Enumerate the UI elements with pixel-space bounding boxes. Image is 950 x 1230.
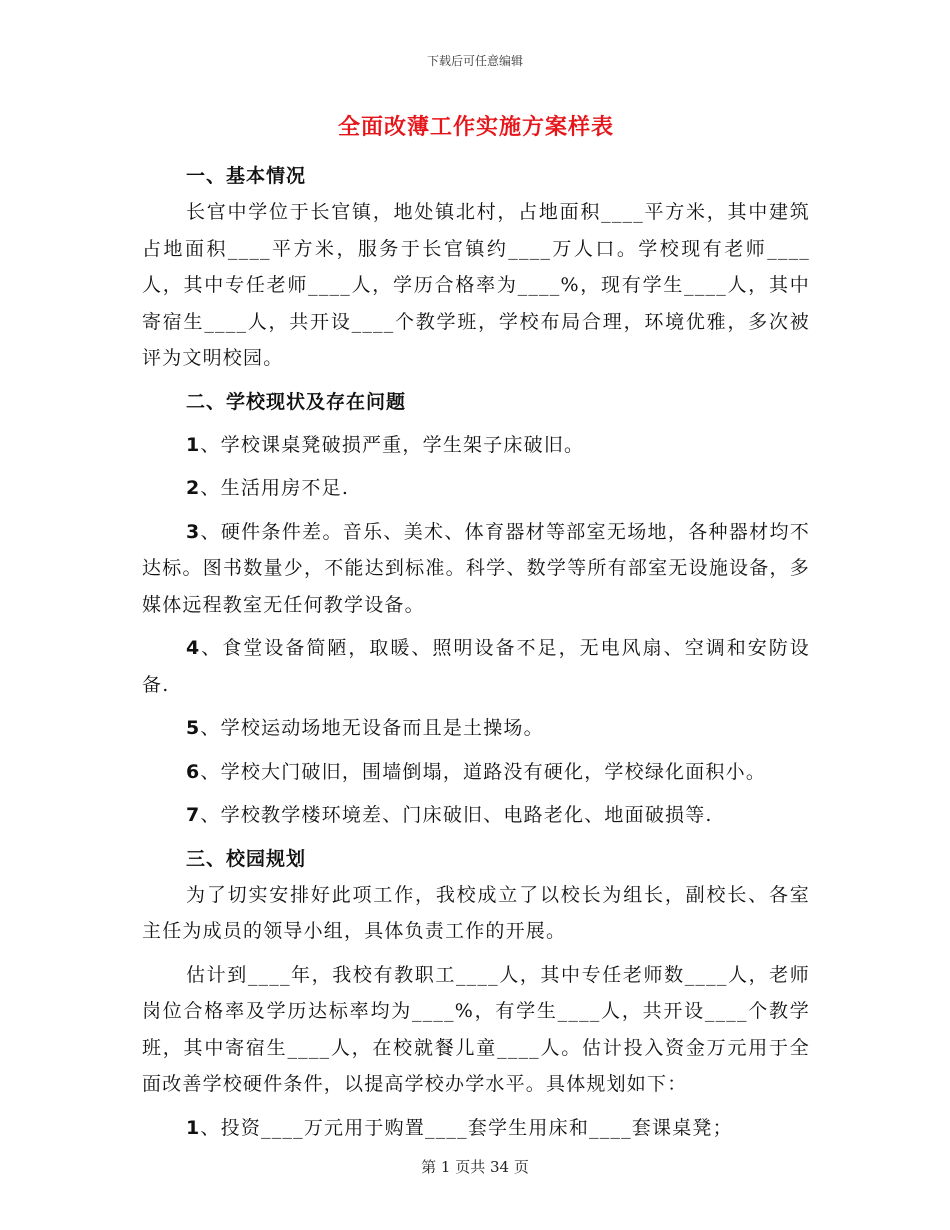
section-heading-planning: 三、校园规划 [186, 847, 307, 870]
list-item-text: 、生活用房不足. [200, 477, 350, 499]
list-item-text: 、硬件条件差。音乐、美术、体育器材等部室无场地，各种器材均不达标。图书数量少，不能达到标准。科学、数学等所有部室无设施设备，多媒体远程教室无任何教学设备。 [142, 520, 810, 616]
list-item-number: 5 [186, 717, 201, 739]
section-heading-basic: 一、基本情况 [186, 165, 307, 187]
list-item-text: 、投资____万元用于购置____套学生用床和____套课桌凳； [200, 1116, 733, 1139]
document-body [142, 110, 810, 1146]
list-item [142, 797, 810, 834]
list-item-number: 2 [186, 477, 201, 499]
document-title: 全面改薄工作实施方案样表 [337, 114, 614, 140]
list-item [142, 754, 810, 791]
list-item-text: 、学校大门破旧，围墙倒塌，道路没有硬化，学校绿化面积小。 [200, 760, 767, 783]
list-item-number: 7 [186, 804, 201, 826]
paragraph-planning-estimate: 估计到____年，我校有教职工____人，其中专任老师数____人，老师岗位合格率及学历达标率均为____%，有学生____人，共开设____个教学班，其中寄宿生____人，在校就餐儿童____人。估计投入资金万元用于全面改善学校硬件条件，以提高学校办学水平。具体规划如下： [142, 963, 810, 1095]
list-item-text: 、食堂设备简陋，取暖、照明设备不足，无电风扇、空调和安防设备. [142, 637, 810, 696]
list-item [142, 470, 810, 507]
list-item-number: 1 [186, 433, 201, 456]
paragraph-basic-info: 长官中学位于长官镇，地处镇北村，占地面积____平方米，其中建筑占地面积____平方米，服务于长官镇约____万人口。学校现有老师____人，其中专任老师____人，学历合格率为____%，现有学生____人，其中寄宿生____人，共开设____个教学班，学校布局合理，环境优雅，多次被评为文明校园。 [142, 201, 810, 369]
section-heading-problems: 二、学校现状及存在问题 [186, 390, 407, 413]
list-item [142, 630, 810, 703]
list-item [142, 514, 810, 624]
list-item [142, 1110, 810, 1147]
list-item-text: 、学校课桌凳破损严重，学生架子床破旧。 [200, 433, 585, 456]
list-item-text: 、学校教学楼环境差、门床破旧、电路老化、地面破损等. [200, 804, 713, 826]
list-item-number: 4 [186, 637, 201, 659]
list-item-text: 、学校运动场地无设备而且是土操场。 [200, 717, 544, 739]
header-note: 下载后可任意编辑 [426, 54, 523, 68]
paragraph-planning-group: 为了切实安排好此项工作，我校成立了以校长为组长，副校长、各室主任为成员的领导小组，具体负责工作的开展。 [142, 883, 810, 942]
list-item-number: 1 [186, 1116, 201, 1139]
list-item [142, 710, 810, 747]
list-item [142, 427, 810, 464]
list-item-number: 3 [186, 520, 201, 543]
list-item-number: 6 [186, 760, 201, 783]
page-footer: 第 1 页共 34 页 [421, 1158, 529, 1176]
